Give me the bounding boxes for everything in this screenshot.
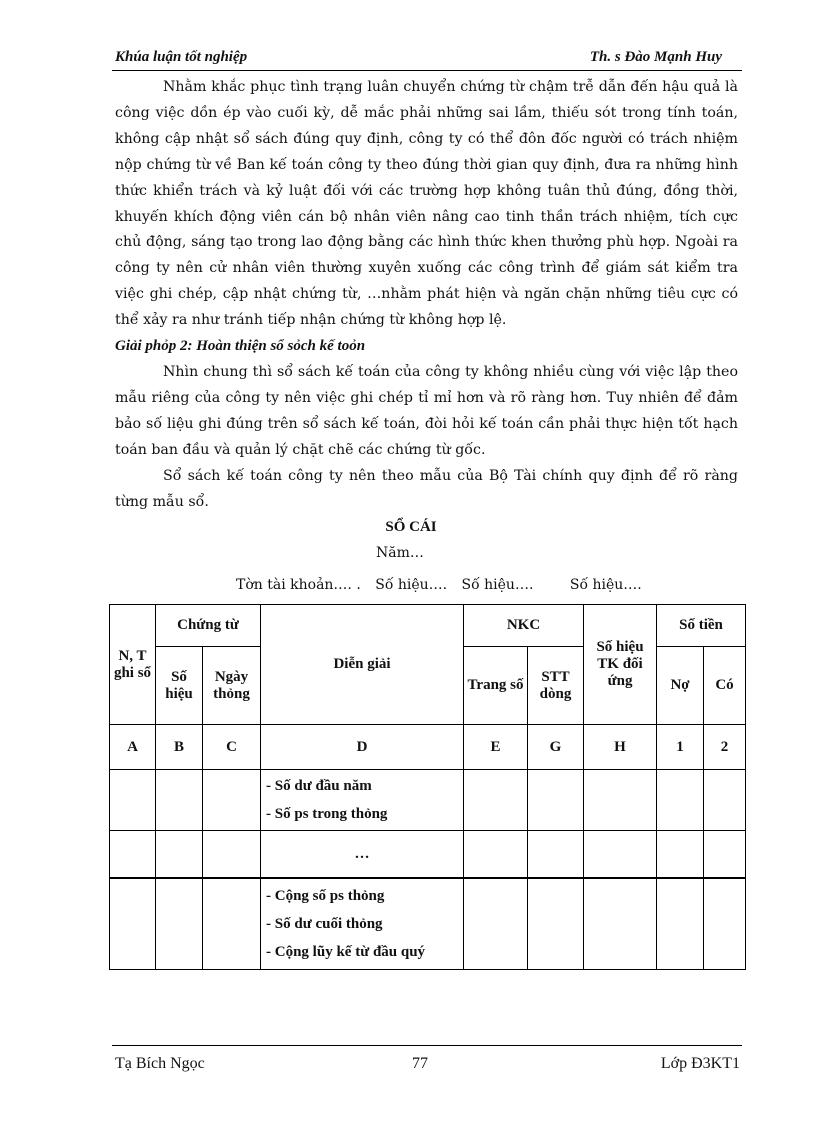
closing-balance-label: - Số dư cuối thỏng xyxy=(266,916,383,932)
opening-balance-label: - Số dư đầu năm xyxy=(266,778,372,794)
col-header-page-number: Trang số xyxy=(464,647,528,725)
table-row-entries xyxy=(110,831,746,879)
period-activity-label: - Số ps trong thỏng xyxy=(266,806,388,822)
ledger-account-line xyxy=(236,577,652,593)
footer-author: Tạ Bích Ngọc xyxy=(115,1055,205,1072)
description-cell xyxy=(261,878,464,970)
col-header-general-journal: NKC xyxy=(464,605,584,647)
table-row-closing xyxy=(110,878,746,970)
account-code-3: Số hiệu…. xyxy=(569,577,642,593)
col-header-description: Diễn giải xyxy=(261,605,464,725)
code-cell: 1 xyxy=(657,725,704,770)
ledger-title: SỔ CÁI xyxy=(385,519,437,535)
code-cell: A xyxy=(110,725,156,770)
col-header-voucher-number: Số hiệu xyxy=(156,647,203,725)
col-header-contra-account: Số hiệu TK đối ứng xyxy=(584,605,657,725)
paragraph-ministry-template: Sổ sách kế toán công ty nên theo mẫu của Bộ Tài chính quy định để rõ ràng từng mẫu sổ. xyxy=(115,467,738,510)
code-cell: E xyxy=(464,725,528,770)
col-header-amount: Số tiền xyxy=(657,605,746,647)
col-header-credit: Có xyxy=(704,647,746,725)
header-thesis-title: Khúa luận tốt nghiệp xyxy=(115,49,248,65)
code-cell: D xyxy=(261,725,464,770)
footer-class: Lớp Đ3KT1 xyxy=(660,1055,740,1072)
quarter-to-date-label: - Cộng lũy kế từ đầu quý xyxy=(266,944,426,960)
page-number: 77 xyxy=(412,1055,428,1072)
account-code-2: Số hiệu…. xyxy=(461,577,534,593)
ellipsis-cell: … xyxy=(261,831,464,879)
general-ledger-table xyxy=(109,604,746,970)
page-header xyxy=(112,48,742,71)
monthly-total-label: - Cộng số ps thỏng xyxy=(266,888,385,904)
code-cell: 2 xyxy=(704,725,746,770)
code-cell: H xyxy=(584,725,657,770)
header-advisor: Th. s Đào Mạnh Huy xyxy=(589,49,722,65)
code-cell: C xyxy=(203,725,261,770)
page-footer xyxy=(112,1045,742,1076)
section-heading-solution-2: Giải phỏp 2: Hoàn thiện sổ sỏch kế toỏn xyxy=(115,338,366,355)
paragraph-accounting-books: Nhìn chung thì sổ sách kế toán của công ty không nhiều cùng với việc lập theo mẫu riêng của công ty nên việc ghi chép tỉ mỉ hơn và rõ ràng hơn. Tuy nhiên để đảm bảo số liệu ghi đúng trên sổ sách kế toán, đòi hỏi kế toán cần phải thực hiện tốt hạch toán ban đầu và quản lý chặt chẽ các chứng từ gốc. xyxy=(115,363,738,458)
account-code-1: Số hiệu…. xyxy=(375,577,448,593)
paragraph-document-flow: Nhằm khắc phục tình trạng luân chuyển chứng từ chậm trễ dẫn đến hậu quả là công việc dồn ép vào cuối kỳ, dễ mắc phải những sai lầm, thiếu sót trong tính toán, không cập nhật sổ sách đúng quy định, công ty có thể đôn đốc người có trách nhiệm nộp chứng từ về Ban kế toán công ty theo đúng thời gian quy định, đưa ra những hình thức khiển trách và kỷ luật đối với các trường hợp không tuân thủ đúng, đồng thời, khuyến khích động viên cán bộ nhân viên nâng cao tinh thần trách nhiệm, tích cực chủ động, sáng tạo trong lao động bằng các hình thức khen thưởng phù hợp. Ngoài ra công ty nên cử nhân viên thường xuyên xuống các công trình để giám sát kiểm tra việc ghi chép, cập nhật chứng từ, …nhằm phát hiện và ngăn chặn những tiêu cực có thể xảy ra như tránh tiếp nhận chứng từ không hợp lệ. xyxy=(115,79,738,329)
description-cell xyxy=(261,770,464,831)
account-name: Tờn tài khoản…. . xyxy=(236,577,361,593)
table-row-column-codes xyxy=(110,725,746,770)
code-cell: G xyxy=(528,725,584,770)
col-header-voucher: Chứng từ xyxy=(156,605,261,647)
ledger-year: Năm… xyxy=(376,545,424,561)
code-cell: B xyxy=(156,725,203,770)
col-header-voucher-date: Ngày thỏng xyxy=(203,647,261,725)
col-header-debit: Nợ xyxy=(657,647,704,725)
col-header-posting-date: N, T ghi sổ xyxy=(110,605,156,725)
body-text xyxy=(115,75,738,515)
col-header-line-number: STT dòng xyxy=(528,647,584,725)
table-row-opening xyxy=(110,770,746,831)
